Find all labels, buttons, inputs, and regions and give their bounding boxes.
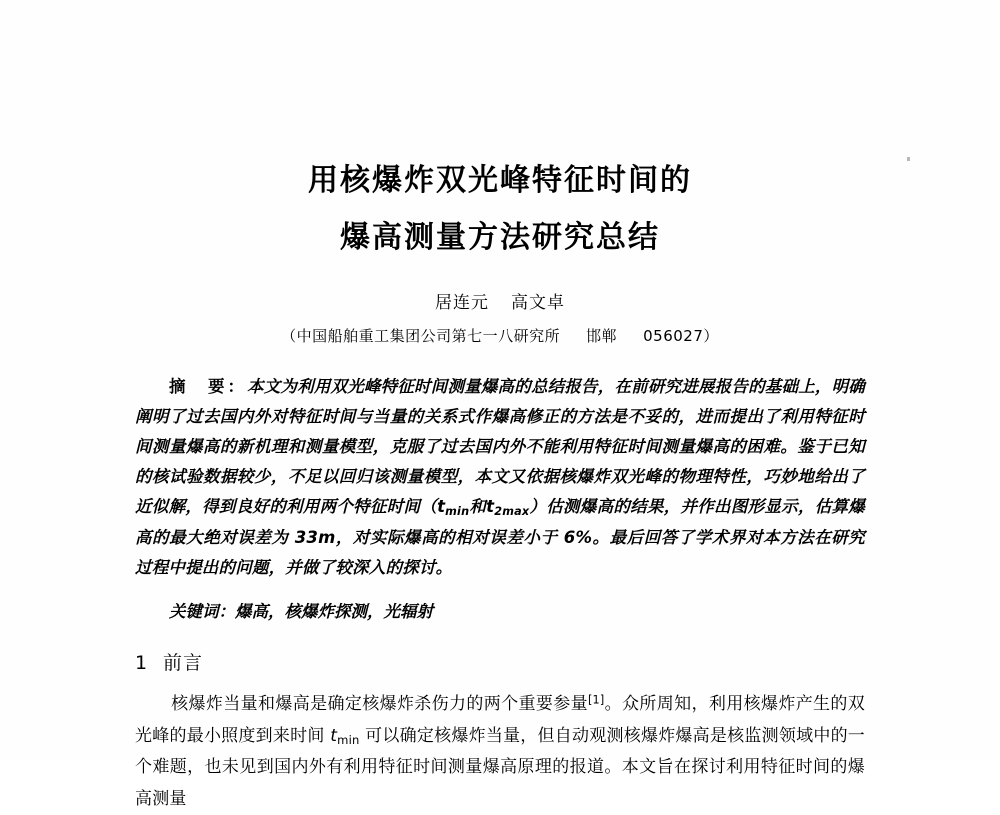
abstract-text-2: ）估测爆高的结果，并作出图形显示，估算爆高的最大绝对误差为 33m，对实际爆高的相对误差小于 6%。最后回答了学术界对本方法在研究过程中提出的问题，并做了较深入的探讨。 (135, 497, 866, 577)
author-1: 居连元 (435, 293, 489, 313)
keywords-line (135, 597, 865, 627)
title-line-1: 用核爆炸双光峰特征时间的 (308, 163, 692, 198)
paragraph-symbol-tmin: t (330, 725, 338, 746)
abstract-mid: 和 (469, 497, 487, 517)
abstract-label: 摘 要： (169, 377, 248, 396)
affiliation-institute: （中国船舶重工集团公司第七一八研究所 (281, 327, 561, 345)
abstract-symbol-tmin: t (437, 497, 446, 517)
body-paragraph-1 (135, 689, 865, 815)
paragraph-text-1: 核爆炸当量和爆高是确定核爆炸杀伤力的两个重要参量 (171, 694, 588, 715)
abstract-symbol-t2max-sub: 2max (494, 505, 530, 519)
abstract-paragraph (135, 372, 865, 583)
abstract-symbol-tmin-sub: min (445, 505, 470, 519)
citation-reference: [1] (587, 693, 605, 707)
keywords-label: 关键词： (169, 601, 235, 621)
document-content (135, 0, 865, 815)
keywords-text: 爆高，核爆炸探测，光辐射 (235, 601, 433, 621)
page-speck (907, 157, 910, 161)
section-title: 前言 (163, 652, 204, 675)
affiliation-zip: 056027） (643, 327, 719, 345)
section-heading (135, 648, 865, 675)
paragraph-text-2: 。众所周知，利用核爆炸产生的双光峰的最小照度到来时间 (135, 694, 865, 746)
affiliation (135, 325, 865, 346)
title-line-2: 爆高测量方法研究总结 (340, 220, 660, 255)
paper-title (135, 152, 865, 266)
paragraph-text-3: 可以确定核爆炸当量，但自动观测核爆炸爆高是核监测领域中的一个难题，也未见到国内外有利用特征时间测量爆高原理的报道。本文旨在探讨利用特征时间的爆高测量 (135, 725, 866, 809)
abstract-text-1: 本文为利用双光峰特征时间测量爆高的总结报告，在前研究进展报告的基础上，明确阐明了过去国内外对特征时间与当量的关系式作爆高修正的方法是不妥的，进而提出了利用特征时间测量爆高的新机理和测量模型，克服了过去国内外不能利用特征时间测量爆高的困难。鉴于已知的核试验数据较少，不足以回归该测量模型，本文又依据核爆炸双光峰的物理特性，巧妙地给出了近似解，得到良好的利用两个特征时间（ (135, 377, 865, 517)
abstract-symbol-t2max: t (486, 497, 495, 517)
section-number: 1 (135, 652, 149, 675)
paragraph-symbol-tmin-sub: min (337, 733, 360, 747)
author-2: 高文卓 (511, 293, 565, 313)
affiliation-city: 邯郸 (586, 327, 618, 345)
author-list (135, 288, 865, 313)
